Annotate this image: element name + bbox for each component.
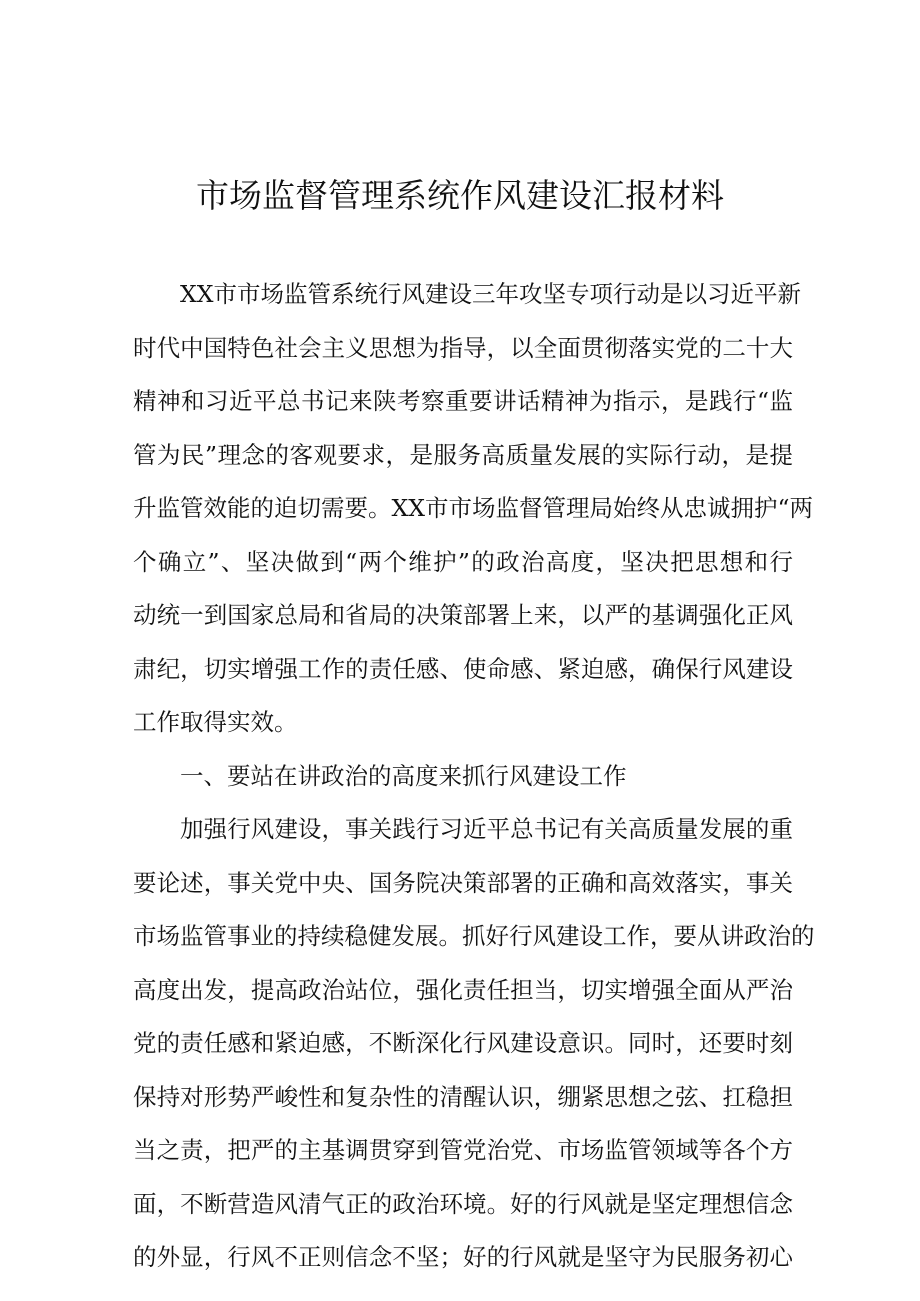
paragraph-line: 当之责，把严的主基调贯穿到管党治党、市场监管领域等各个方: [133, 1136, 793, 1164]
paragraph-line: 工作取得实效。: [133, 708, 298, 736]
paragraph-line: 精神和习近平总书记来陕考察重要讲话精神为指示，是践行“监: [133, 387, 793, 415]
paragraph-line: 市场监管事业的持续稳健发展。抓好行风建设工作，要从讲政治的: [133, 922, 815, 950]
paragraph-line: 动统一到国家总局和省局的决策部署上来，以严的基调强化正风: [133, 601, 793, 629]
paragraph-line: XX市市场监管系统行风建设三年攻坚专项行动是以习近平新: [180, 280, 801, 308]
paragraph-line: 个确立”、坚决做到“两个维护”的政治高度，坚决把思想和行: [133, 547, 793, 576]
section-heading: 一、要站在讲政治的高度来抓行风建设工作: [180, 761, 627, 790]
paragraph-line: 保持对形势严峻性和复杂性的清醒认识，绷紧思想之弦、扛稳担: [133, 1082, 793, 1111]
paragraph-line: 要论述，事关党中央、国务院决策部署的正确和高效落实，事关: [133, 868, 793, 897]
paragraph-line: 面，不断营造风清气正的政治环境。好的行风就是坚定理想信念: [133, 1189, 793, 1218]
paragraph-line: 加强行风建设，事关践行习近平总书记有关高质量发展的重: [180, 815, 793, 843]
document-body: [133, 268, 815, 1285]
paragraph-line: 的外显，行风不正则信念不坚；好的行风就是坚守为民服务初心: [133, 1243, 793, 1271]
paragraph-line: 管为民”理念的客观要求，是服务高质量发展的实际行动，是提: [133, 440, 793, 469]
paragraph-line: 高度出发，提高政治站位，强化责任担当，切实增强全面从严治: [133, 975, 793, 1004]
document-title: 市场监督管理系统作风建设汇报材料: [196, 176, 724, 215]
paragraph-line: 党的责任感和紧迫感，不断深化行风建设意识。同时，还要时刻: [133, 1029, 793, 1057]
paragraph-line: 时代中国特色社会主义思想为指导，以全面贯彻落实党的二十大: [133, 333, 793, 362]
paragraph-line: 肃纪，切实增强工作的责任感、使命感、紧迫感，确保行风建设: [133, 654, 793, 683]
paragraph-line: 升监管效能的迫切需要。XX市市场监督管理局始终从忠诚拥护“两: [133, 494, 813, 522]
